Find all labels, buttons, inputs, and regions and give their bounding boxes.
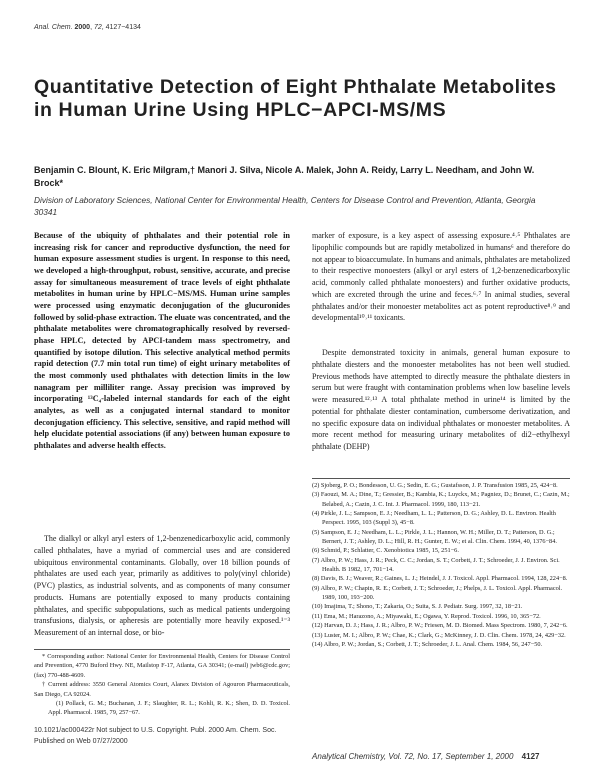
journal-reference: Anal. Chem. 2000, 72, 4127−4134 [34, 24, 141, 31]
references-divider [312, 478, 570, 479]
doi-line: 10.1021/ac000422r Not subject to U.S. Copyright. Publ. 2000 Am. Chem. Soc. [34, 727, 277, 734]
journal-pages: 4127−4134 [105, 24, 141, 31]
reference-item: (14) Albro, P. W.; Jordan, S.; Corbett, J. T.; Schroeder, J. L. Anal. Chem. 1984, 56, 247−50. [312, 640, 543, 648]
journal-year: 2000 [74, 24, 91, 31]
page-number: 4127 [521, 752, 540, 761]
author-list: Benjamin C. Blount, K. Eric Milgram,† Manori J. Silva, Nicole A. Malek, John A. Reidy, Larry L. Needham, and John W. Brock* [34, 165, 535, 188]
page-footer [312, 752, 570, 761]
footnote-divider [34, 649, 290, 650]
reference-item: (3) Faouzi, M. A.; Dine, T.; Gressier, B.; Kambia, K.; Luyckx, M.; Pagniez, D.; Brunet, C.; Cazin, M.; Belabed, A.; Cazin, J. C. Int. J. Pharmacol. 1999, 180, 113−21. [312, 491, 570, 508]
reference-item: (4) Pirkle, J. L.; Sampson, E. J.; Needham, L. L.; Patterson, D. G.; Ashley, D. L. Environ. Health Perspect. 1995, 103 (Suppl 3), 45−8. [312, 510, 556, 527]
reference-item: (9) Albro, P. W.; Chapin, R. E.; Corbett, J. T.; Schroeder, J.; Phelps, J. L. Toxicol. Appl. Pharmacol. 1989, 100, 193−200. [312, 584, 563, 602]
footer-citation: Analytical Chemistry, Vol. 72, No. 17, September 1, 2000 [312, 752, 514, 761]
reference-item: (12) Harvan, D. J.; Hass, J. R.; Albro, P. W.; Friesen, M. D. Biomed. Mass Spectrom. 1980, 7, 242−6. [312, 622, 568, 630]
abstract: Because of the ubiquity of phthalates and their potential role in increasing risk for cancer and reproductive dysfunction, the need for human exposure assessment studies is urgent. In response to this need, we developed a high-throughput, robust, sensitive, accurate, and precise assay for simultaneous measurement of trace levels of eight phthalate metabolites in human urine by HPLC−MS/MS. Human urine samples were processed using enzymatic deconjugation of the glucuronides followed by solid-phase extraction. The eluate was concentrated, and the phthalate metabolites were chromatographically resolved by reversed-phase HPLC, detected by APCI-tandem mass spectrometry, and quantified by isotope dilution. This selective analytical method permits rapid detection (7.7 min total run time) of eight urinary metabolites of the most commonly used phthalates with detection limits in the low nanagram per milliliter range. Assay precision was improved by incorporating ¹³C₄-labeled internal standards for each of the eight analytes, as well as a conjugated internal standard to monitor deconjugation efficiency. This selective, sensitive, and rapid method will help elucidate potential associations (if any) between human exposure to phthalates and adverse health effects. [34, 231, 290, 450]
published-date: Published on Web 07/27/2000 [34, 738, 128, 745]
journal-name: Anal. Chem. [34, 24, 73, 31]
footnote-current-address: † Current address: 3550 General Atomics Court, Alanex Division of Agouron Pharmaceuticals, San Diego, CA 92024. [34, 681, 290, 698]
affiliation: Division of Laboratory Sciences, National Center for Environmental Health, Centers for Disease Control and Prevention, Atlanta, Georgia 30341 [34, 195, 536, 217]
paper-title: Quantitative Detection of Eight Phthalate Metabolites in Human Urine Using HPLC−APCI-MS/MS [34, 76, 557, 121]
intro-paragraph-2: Despite demonstrated toxicity in animals, general human exposure to phthalate diesters and the monoester metabolites has not been well studied. Previous methods have attempted to directly measure the phthalate diesters in serum but were fraught with contamination problems when low baseline levels were measured.¹²˒¹³ A total phthalate method in urine¹⁴ is limited by the potential for phthalate diester contamination, cumbersome derivatization, and no specific exposure data on individual phthalates or monoester metabolites. A more recent method for measuring urinary metabolites of di2−ethylhexyl phthalate (DEHP) [312, 348, 570, 451]
reference-list [312, 481, 570, 649]
intro-paragraph-1: The dialkyl or alkyl aryl esters of 1,2-benzenedicarboxylic acid, commonly called phthalates, have a myriad of commercial uses and are considered ubiquitous environmental contaminants. Globally, over 18 billion pounds of phthalates are used each year, primarily as additives to poly(vinyl chloride) (PVC) plastics, as industrial solvents, and as components of many consumer products. Humans are potentially exposed to many products containing phthalates, and specific subpopulations, such as medical patients undergoing transfusions, dialysis, or apheresis are potentially more heavily exposed.¹⁻³ Measurement of an internal dose, or bio- [34, 534, 290, 637]
reference-item: (5) Sampson, E. J.; Needham, L. L.; Pirkle, J. L.; Hannon, W. H.; Miller, D. T.; Patterson, D. G.; Bernert, J. T.; Ashley, D. L.; Hill, R. H.; Gunter, E. W.; et al. Clin. Chem. 1994, 40, 1376−84. [312, 528, 557, 546]
reference-item: (8) Davis, B. J.; Weaver, R.; Gaines, L. J.; Heindel, J. J. Toxicol. Appl. Pharmacol. 1994, 128, 224−8. [312, 575, 568, 583]
reference-item: (2) Sjoberg, P. O.; Bondesson, U. G.; Sedin, E. G.; Gustafsson, J. P. Transfusion 1985, 25, 424−8. [312, 482, 558, 489]
reference-item: (6) Schmid, P.; Schlatter, C. Xenobiotica 1985, 15, 251−6. [312, 547, 459, 555]
reference-item: (10) Imajima, T.; Shono, T.; Zakaria, O.; Suita, S. J. Pediatr. Surg. 1997, 32, 18−21. [312, 603, 523, 611]
reference-item: (13) Luster, M. I.; Albro, P. W.; Chae, K.; Clark, G.; McKinney, J. D. Clin. Chem. 1978, 24, 429−32. [312, 631, 566, 639]
reference-item: (11) Ema, M.; Harazono, A.; Miyawaki, E.; Ogawa, Y. Reprod. Toxicol. 1996, 10, 365−72. [312, 612, 541, 620]
footnote-corresponding-author: * Corresponding author: National Center for Environmental Health, Centers for Disease Control and Prevention, 4770 Buford Hwy. NE, Mailstop F-17, Atlanta, GA 30341; (e-mail) jwb6@cdc.gov; (fax) 770-488-4609. [34, 653, 290, 679]
reference-item: (1) Pollack, G. M.; Buchanan, J. F.; Slaughter, R. L.; Kohli, R. K.; Shen, D. D. Toxicol. Appl. Pharmacol. 1985, 79, 257−67. [48, 700, 290, 717]
doi-block [34, 725, 294, 747]
reference-item: (7) Albro, P. W.; Hass, J. R.; Peck, C. C.; Jordan, S. T.; Corbett, J. T.; Schroeder, J. J. Environ. Sci. Health. B 1982, 17, 701−14. [312, 556, 560, 574]
journal-volume: 72 [93, 24, 102, 31]
footnotes [34, 652, 290, 718]
intro-paragraph-1-cont: marker of exposure, is a key aspect of assessing exposure.⁴˒⁵ Phthalates are lipophilic compounds but are rapidly metabolized in humans⁶ and therefore do not appear to bioaccumulate. In humans and animals, phthalates are metabolized to their respective monoesters (alkyl or aryl esters of 1,2-benzenedicarboxylic acid, commonly called phthalate monoesters) and further oxidative products, which are excreted through the urine and feces.⁶˒⁷ In animal studies, several phthalates and/or their monoester metabolites act as potent reproductive⁸˒⁹ and developmental¹⁰˒¹¹ toxicants. [312, 231, 570, 323]
